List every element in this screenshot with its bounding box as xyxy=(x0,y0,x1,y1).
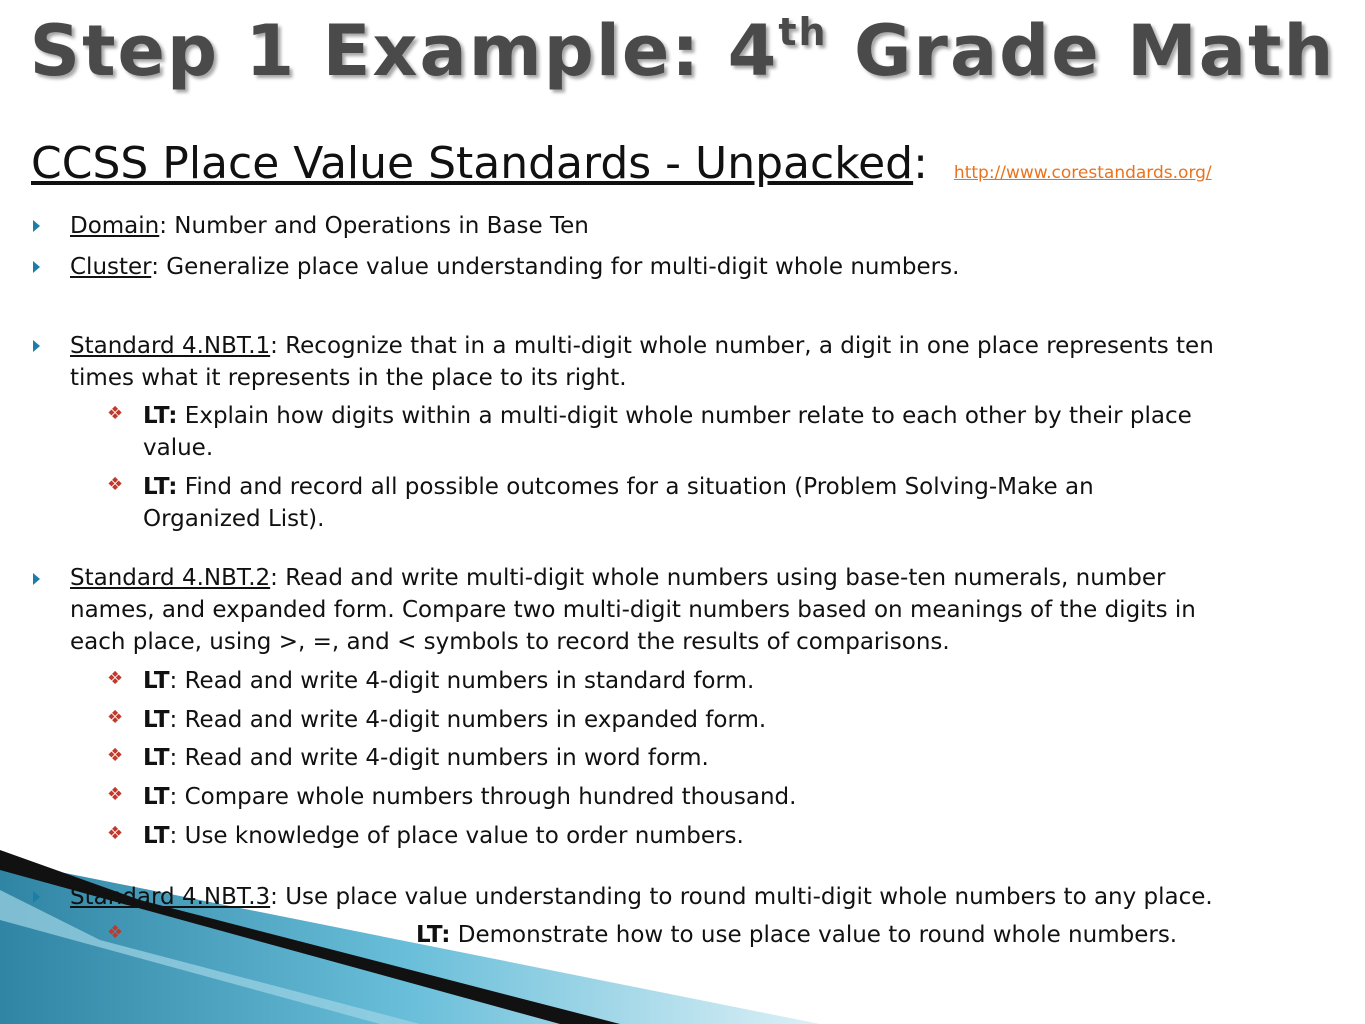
learning-target: LT: Read and write 4-digit numbers in standard form. xyxy=(143,668,755,694)
domain-item: Domain: Number and Operations in Base Ten xyxy=(70,213,589,239)
standard-2-item: Standard 4.NBT.2: Read and write multi-digit whole numbers using base-ten numerals, number names, and expanded form. Compare two multi-digit numbers based on meanings of the digits in each place, using >, =, and < symbols to record the results of comparisons. xyxy=(70,565,1196,655)
learning-target: LT: Compare whole numbers through hundred thousand. xyxy=(143,784,797,810)
cluster-item: Cluster: Generalize place value understanding for multi-digit whole numbers. xyxy=(70,254,960,280)
diamond-bullet-icon: ❖ xyxy=(107,403,124,424)
diamond-bullet-icon: ❖ xyxy=(107,745,124,766)
learning-target: LT: Read and write 4-digit numbers in word form. xyxy=(143,745,709,771)
learning-target: LT: Explain how digits within a multi-digit whole number relate to each other by their place value. xyxy=(143,403,1192,461)
arrow-bullet-icon xyxy=(33,220,40,232)
diamond-bullet-icon: ❖ xyxy=(107,668,124,689)
diamond-bullet-icon: ❖ xyxy=(107,784,124,805)
arrow-bullet-icon xyxy=(33,261,40,273)
standard-3-item: Standard 4.NBT.3: Use place value understanding to round multi-digit whole numbers to any place. xyxy=(70,884,1213,910)
corestandards-link[interactable]: http://www.corestandards.org/ xyxy=(953,163,1212,183)
standard-1-item: Standard 4.NBT.1: Recognize that in a multi-digit whole number, a digit in one place represents ten times what it represents in the place to its right. xyxy=(70,333,1214,391)
arrow-bullet-icon xyxy=(33,891,40,903)
page-title: Step 1 Example: 4th Grade Math xyxy=(29,9,1336,92)
diamond-bullet-icon: ❖ xyxy=(107,707,124,728)
section-subtitle: CCSS Place Value Standards - Unpacked: http://www.corestandards.org/ xyxy=(31,138,1212,189)
learning-target: LT: Use knowledge of place value to order numbers. xyxy=(143,823,744,849)
learning-target: LT: Demonstrate how to use place value to round whole numbers. xyxy=(416,922,1178,948)
diamond-bullet-icon: ❖ xyxy=(107,823,124,844)
arrow-bullet-icon xyxy=(33,340,40,352)
diamond-bullet-icon: ❖ xyxy=(107,474,124,495)
learning-target: LT: Find and record all possible outcomes for a situation (Problem Solving-Make an Organized List). xyxy=(143,474,1094,532)
arrow-bullet-icon xyxy=(33,573,40,585)
diamond-bullet-icon: ❖ xyxy=(107,922,124,943)
learning-target: LT: Read and write 4-digit numbers in expanded form. xyxy=(143,707,767,733)
